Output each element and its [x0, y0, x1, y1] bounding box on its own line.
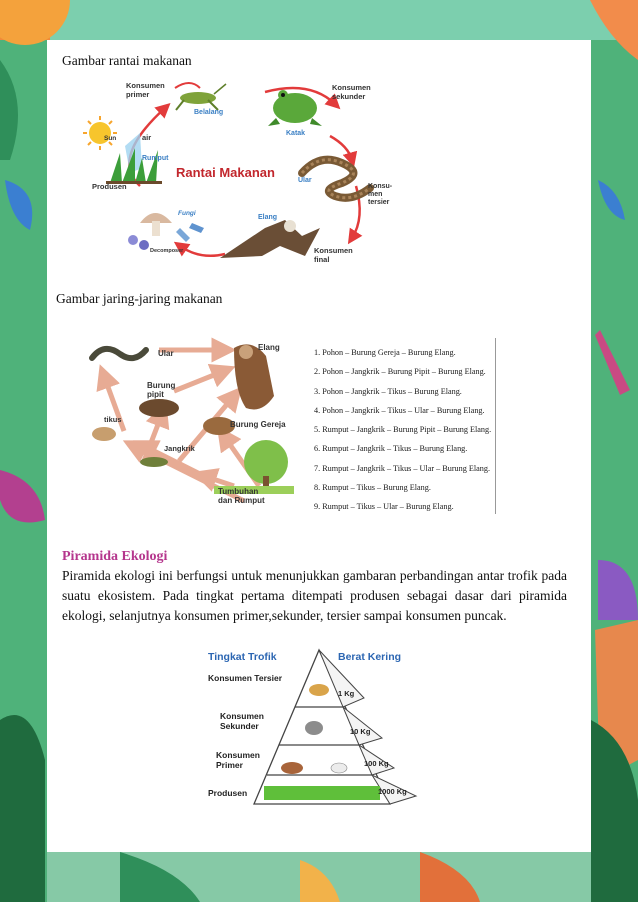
label-konsumen-primer-1: Konsumen	[126, 81, 165, 90]
food-chain-caption: Gambar rantai makanan	[62, 53, 192, 68]
ecological-pyramid-figure	[204, 648, 420, 812]
level-sekunder-2: Sekunder	[220, 721, 259, 731]
web-label-ular: Ular	[158, 349, 174, 358]
web-label-jangkrik: Jangkrik	[164, 444, 195, 453]
web-label-burung-pipit-2: pipit	[147, 390, 164, 399]
label-konsumen-final-2: final	[314, 255, 330, 264]
food-web-caption: Gambar jaring-jaring makanan	[56, 291, 223, 306]
sun-icon	[83, 116, 117, 150]
pipit-bird-icon	[139, 399, 179, 417]
section-heading: Piramida Ekologi	[62, 549, 168, 564]
label-konsumen-sekunder-1: Konsumen	[332, 83, 371, 92]
weight-3: 100 Kg	[364, 759, 389, 768]
eagle-icon	[234, 344, 274, 409]
list-item: 2. Pohon – Jangkrik – Burung Pipit – Burung Elang.	[314, 367, 486, 377]
food-chain-title: Rantai Makanan	[176, 165, 275, 180]
label-elang: Elang	[258, 214, 278, 221]
label-decomposer: Decomposer	[150, 248, 184, 254]
label-ular: Ular	[298, 177, 312, 184]
eagle-icon	[220, 220, 320, 258]
label-produsen: Produsen	[92, 182, 127, 191]
snake-icon	[92, 349, 146, 358]
label-fungi: Fungi	[178, 210, 196, 217]
label-konsumen-primer-2: primer	[126, 90, 150, 99]
food-web-figure	[84, 336, 306, 512]
list-item: 8. Rumput – Tikus – Burung Elang.	[314, 483, 431, 493]
lion-icon	[309, 684, 329, 696]
web-arrow-2	[174, 371, 224, 391]
list-item: 4. Pohon – Jangkrik – Tikus – Ular – Burung Elang.	[314, 405, 485, 415]
weight-2: 10 Kg	[350, 727, 371, 736]
arrow-eagle-to-decomposer	[180, 246, 225, 256]
web-label-tikus: tikus	[104, 415, 122, 424]
list-item: 5. Rumput – Jangkrik – Burung Pipit – Burung Elang.	[314, 425, 492, 435]
list-item: 6. Rumput – Jangkrik – Tikus – Burung Elang.	[314, 444, 468, 454]
web-label-tumbuhan-2: dan Rumput	[218, 496, 265, 505]
label-rumput: Rumput	[142, 155, 169, 162]
level-primer-1: Konsumen	[216, 750, 260, 760]
food-chain-figure	[80, 78, 410, 268]
label-belalang: Belalang	[194, 109, 224, 116]
divider	[495, 338, 496, 514]
grasshopper-icon	[176, 84, 226, 110]
label-sun: Sun	[104, 135, 117, 142]
label-konsumen-final-1: Konsumen	[314, 246, 353, 255]
label-air: air	[142, 133, 152, 142]
label-konsumen-tersier-3: tersier	[368, 199, 390, 206]
weight-1: 1 Kg	[338, 689, 355, 698]
level-produsen: Produsen	[208, 788, 248, 798]
pyramid-right-title: Berat Kering	[338, 651, 402, 663]
level-primer-2: Primer	[216, 760, 243, 770]
label-katak: Katak	[286, 130, 306, 137]
cricket-icon	[140, 457, 168, 467]
weight-4: 1000 Kg	[378, 787, 407, 796]
level-sekunder-1: Konsumen	[220, 711, 264, 721]
web-label-burung-pipit-1: Burung	[147, 381, 176, 390]
web-label-burung-gereja: Burung Gereja	[230, 420, 286, 429]
wolf-icon	[305, 721, 323, 735]
list-item: 9. Rumput – Tikus – Ular – Burung Elang.	[314, 502, 454, 512]
deer-icon	[281, 762, 303, 774]
list-item: 1. Pohon – Burung Gereja – Burung Elang.	[314, 348, 456, 357]
grass-icon	[264, 786, 380, 800]
fungi-icon	[128, 213, 204, 250]
web-label-tumbuhan-1: Tumbuhan	[218, 487, 259, 496]
label-konsumen-tersier-2: men	[368, 191, 383, 198]
rabbit-icon	[331, 763, 347, 773]
section-paragraph: Piramida ekologi ini berfungsi untuk menunjukkan gambaran perbandingan antar trofik pada suatu ekosistem. Pada tingkat pertama ditempati produsen sebagai dasar dari piramida ekologi, selanjutnya konsumen primer,sekunder, tersier sampai konsumen puncak.	[62, 568, 567, 623]
mouse-icon	[92, 427, 116, 441]
level-tersier: Konsumen Tersier	[208, 673, 283, 683]
label-konsumen-tersier-1: Konsu-	[368, 183, 393, 190]
frog-icon	[268, 90, 322, 126]
pyramid-left-title: Tingkat Trofik	[208, 651, 277, 663]
snake-icon	[302, 160, 370, 198]
arrow-upper-left	[175, 83, 200, 88]
web-label-elang: Elang	[258, 343, 280, 352]
list-item: 7. Rumput – Jangkrik – Tikus – Ular – Burung Elang.	[314, 463, 491, 473]
food-chain-list	[314, 343, 504, 517]
grass-icon	[106, 148, 162, 184]
label-konsumen-sekunder-2: sekunder	[332, 92, 366, 101]
list-item: 3. Pohon – Jangkrik – Tikus – Burung Elang.	[314, 386, 462, 396]
